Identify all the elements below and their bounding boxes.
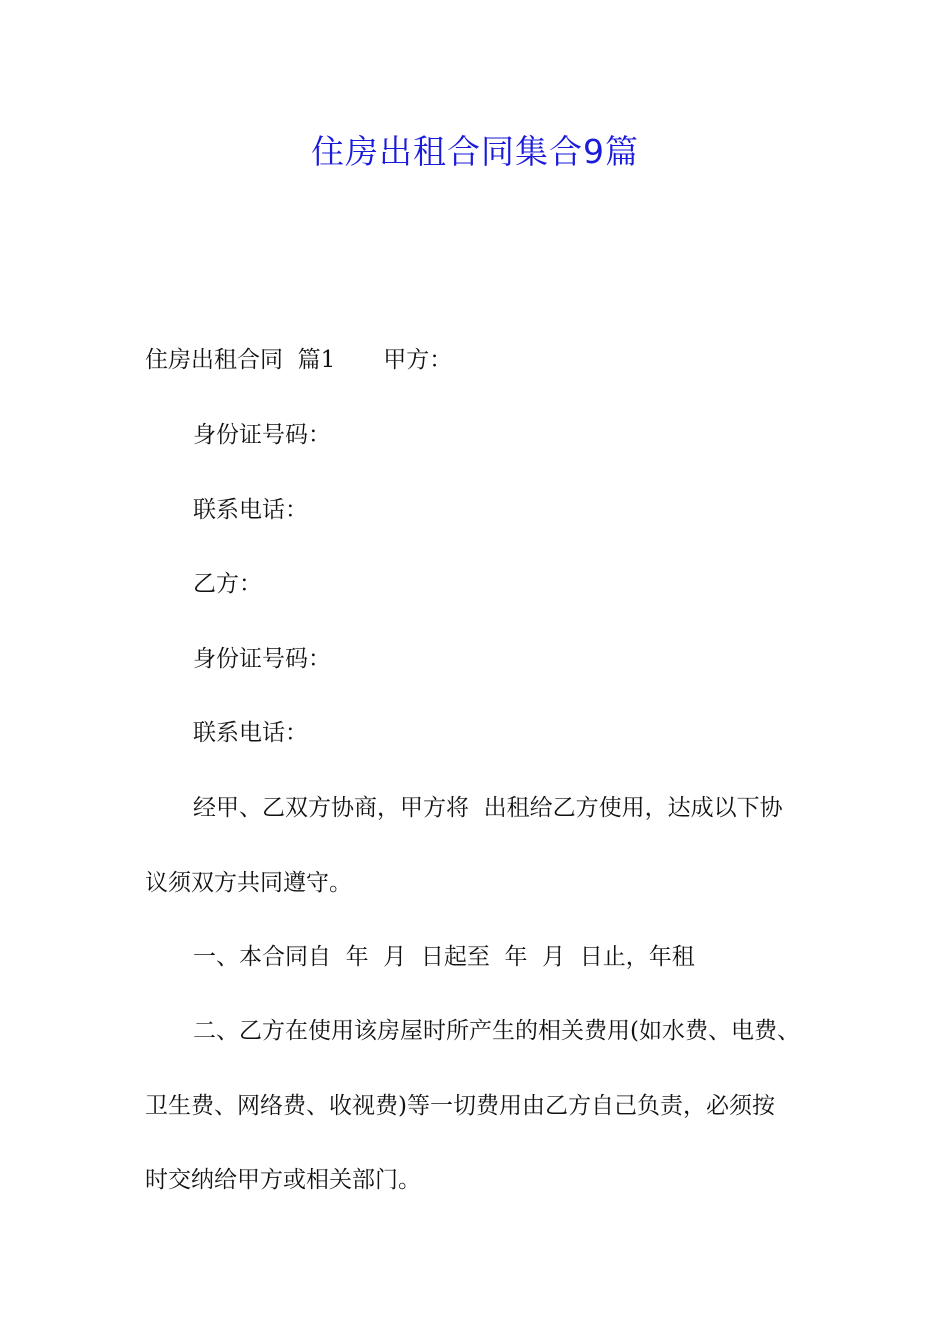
clause-one-line: 一、本合同自 年 月 日起至 年 月 日止，年租 bbox=[193, 944, 695, 970]
party-b-id-number: 身份证号码： bbox=[193, 646, 331, 672]
party-a-id-number: 身份证号码： bbox=[193, 422, 331, 448]
paragraph-line: 议须双方共同遵守。 bbox=[145, 870, 352, 896]
paragraph-line: 经甲、乙双方协商，甲方将 出租给乙方使用，达成以下协 bbox=[193, 795, 783, 821]
clause-two-line: 时交纳给甲方或相关部门。 bbox=[145, 1167, 421, 1193]
section-heading-label: 住房出租合同 篇1 bbox=[145, 347, 336, 373]
section-heading bbox=[145, 343, 452, 377]
party-a-label: 甲方： bbox=[383, 347, 453, 373]
clause-two-line: 卫生费、网络费、收视费)等一切费用由乙方自己负责，必须按 bbox=[145, 1093, 775, 1119]
party-b-phone: 联系电话： bbox=[193, 720, 308, 746]
clause-two-line: 二、乙方在使用该房屋时所产生的相关费用(如水费、电费、 bbox=[193, 1018, 800, 1044]
party-a-phone: 联系电话： bbox=[193, 497, 308, 523]
party-b-label: 乙方： bbox=[193, 571, 262, 597]
document-title: 住房出租合同集合9篇 bbox=[311, 132, 639, 171]
